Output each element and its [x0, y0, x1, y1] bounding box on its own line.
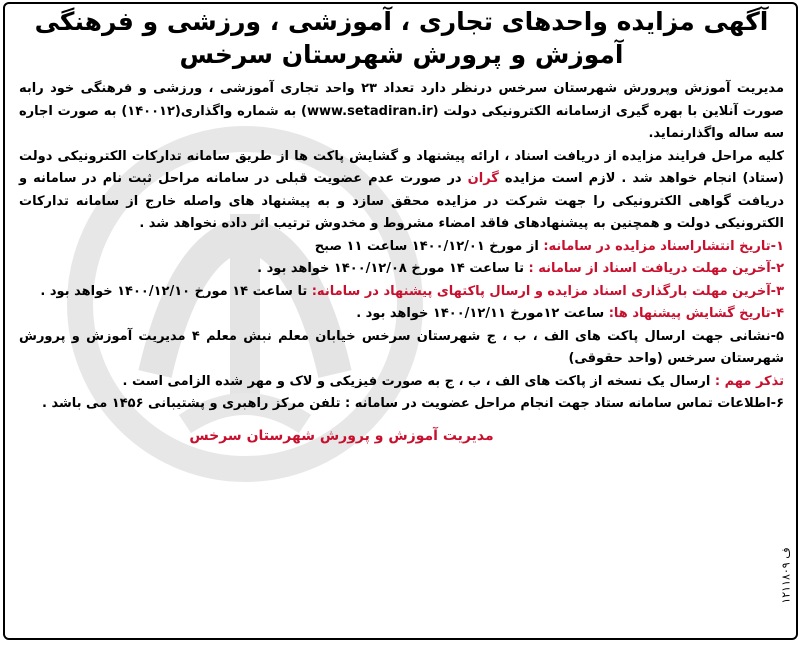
item-label: ۲-آخرین مهلت دریافت اسناد از سامانه :	[528, 261, 784, 276]
item-label: ۱-تاریخ انتشاراسناد مزایده در سامانه:	[543, 238, 784, 254]
intro-paragraph: مدیریت آموزش وپرورش شهرستان سرخس درنظر دارد تعداد ۲۳ واحد تجاری آموزشی ، ورزشی و فرهنگی خود رابه صورت آنلاین با بهره گیری ازسامانه الکترونیکی دولت (www.setadiran.ir) به شماره واگذاری(۱۴۰۰۱۲) به صورت اجاره سه ساله واگذارنماید.	[19, 81, 784, 141]
item-2	[19, 258, 784, 281]
item-label: ۴-تاریخ گشایش پیشنهاد ها:	[608, 306, 784, 321]
item-1	[19, 236, 784, 259]
item-value: از مورخ ۱۴۰۰/۱۲/۰۱ ساعت ۱۱ صبح	[314, 238, 544, 254]
item-6	[19, 393, 784, 416]
note-label: تذکر مهم :	[714, 373, 784, 389]
item-3	[19, 281, 784, 304]
side-code-text: ف ۱۲۱۱۸۰۹	[779, 547, 793, 604]
notice-title-line1: آگهی مزایده واحدهای تجاری ، آموزشی ، ورزشی و فرهنگی	[34, 7, 769, 36]
item-value: ۶-اطلاعات تماس سامانه ستاد جهت انجام مراحل عضویت در سامانه : تلفن مرکز راهبری و پشتیبانی ۱۴۵۶ می باشد .	[42, 396, 784, 411]
notice-frame	[3, 2, 798, 640]
process-highlight: گران	[467, 171, 499, 186]
footer-signature: مدیریت آموزش و پرورش شهرستان سرخس	[189, 427, 494, 444]
item-label: ۳-آخرین مهلت بارگذاری اسناد مزایده و ارسال پاکتهای پیشنهاد در سامانه:	[311, 283, 784, 299]
item-value: تا ساعت ۱۴ مورخ ۱۴۰۰/۱۲/۱۰ خواهد بود .	[40, 283, 312, 299]
process-paragraph	[19, 146, 784, 236]
notice-title-line2: آموزش و پرورش شهرستان سرخس	[179, 40, 624, 69]
item-value: ساعت ۱۲مورخ ۱۴۰۰/۱۲/۱۱ خواهد بود .	[356, 306, 609, 321]
item-4	[19, 303, 784, 326]
item-value: ۵-نشانی جهت ارسال پاکت های الف ، ب ، ج شهرستان سرخس خیابان معلم نبش معلم ۴ مدیریت آموزش و پرورش شهرستان سرخس (واحد حقوقی)	[19, 328, 784, 366]
process-text-before: کلیه مراحل فرایند مزایده از دریافت اسناد ، ارائه پیشنهاد و گشایش پاکت ها از طریق سامانه تدارکات الکترونیکی دولت (ستاد) انجام خواهد شد . لازم است مزایده	[19, 148, 784, 186]
notice-content	[19, 4, 784, 640]
important-note	[19, 371, 784, 394]
note-value: ارسال یک نسخه از پاکت های الف ، ب ، ج به صورت فیزیکی و لاک و مهر شده الزامی است .	[122, 373, 715, 389]
item-value: تا ساعت ۱۴ مورخ ۱۴۰۰/۱۲/۰۸ خواهد بود .	[257, 261, 529, 276]
item-5	[19, 326, 784, 371]
process-text-after: در صورت عدم عضویت قبلی در سامانه مراحل ثبت نام در سامانه و دریافت گواهی الکترونیکی را جهت شرکت در مزایده محقق سازد و به پیشنهاد های واصله خارج از سامانه تدارکات الکترونیکی دولت و همچنین به پیشنهادهای فاقد امضاء مشروط و مخدوش ترتیب اثر داده نخواهد شد .	[19, 171, 784, 231]
